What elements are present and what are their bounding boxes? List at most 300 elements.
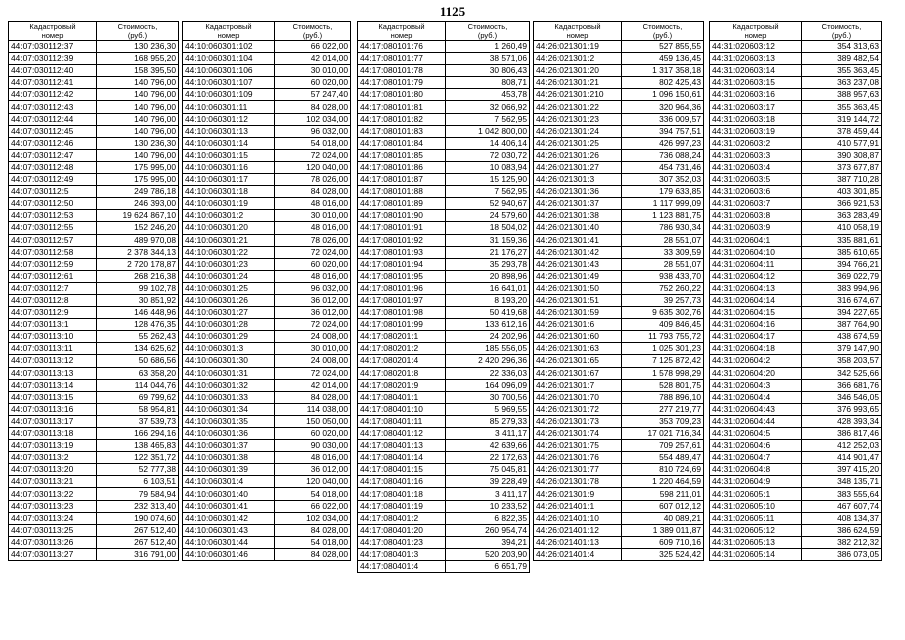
cost-cell: 134 625,62 [97, 343, 179, 355]
cadastral-number-cell: 44:10:060301:3 [183, 343, 275, 355]
cadastral-number-cell: 44:10:060301:30 [183, 355, 275, 367]
table-row [534, 512, 704, 524]
cost-cell: 36 012,00 [275, 464, 351, 476]
cost-cell: 382 212,32 [802, 536, 882, 548]
table-row [358, 512, 530, 524]
table-row [183, 307, 351, 319]
table-row [183, 367, 351, 379]
cadastral-number-cell: 44:10:060301:31 [183, 367, 275, 379]
cost-cell: 130 236,30 [97, 41, 179, 53]
cadastral-number-cell: 44:17:080401:20 [358, 524, 446, 536]
cost-cell: 84 028,00 [275, 548, 351, 560]
cadastral-number-cell: 44:17:080101:80 [358, 89, 446, 101]
cadastral-number-cell: 44:10:060301:18 [183, 186, 275, 198]
cost-cell: 316 791,00 [97, 548, 179, 560]
cost-cell: 410 577,91 [802, 137, 882, 149]
table-row [9, 210, 179, 222]
cadastral-number-cell: 44:26:021301:20 [534, 65, 622, 77]
cadastral-number-cell: 44:10:060301:25 [183, 282, 275, 294]
cadastral-number-cell: 44:31:020604:7 [710, 452, 802, 464]
table-row [183, 125, 351, 137]
cadastral-number-cell: 44:31:020603:12 [710, 41, 802, 53]
cost-cell: 342 525,66 [802, 367, 882, 379]
cadastral-number-cell: 44:17:080101:92 [358, 234, 446, 246]
cadastral-number-cell: 44:31:020604:6 [710, 440, 802, 452]
cadastral-number-cell: 44:17:080101:97 [358, 294, 446, 306]
cadastral-number-cell: 44:26:021301:78 [534, 476, 622, 488]
table-row [534, 428, 704, 440]
cost-cell: 35 293,78 [446, 258, 530, 270]
table-row [358, 331, 530, 343]
table-row [710, 391, 882, 403]
cost-cell: 325 524,42 [622, 548, 704, 560]
table-row [183, 113, 351, 125]
cadastral-number-cell: 44:31:020604:3 [710, 379, 802, 391]
cadastral-number-cell: 44:10:060301:15 [183, 149, 275, 161]
cost-cell: 75 045,81 [446, 464, 530, 476]
table-row [183, 234, 351, 246]
cadastral-number-cell: 44:10:060301:33 [183, 391, 275, 403]
table-row [183, 379, 351, 391]
cadastral-number-cell: 44:26:021301:42 [534, 246, 622, 258]
cadastral-number-cell: 44:07:030113:16 [9, 403, 97, 415]
table-row [183, 391, 351, 403]
cost-cell: 175 995,00 [97, 161, 179, 173]
cadastral-number-cell: 44:31:020605:11 [710, 512, 802, 524]
cost-cell: 1 025 301,23 [622, 343, 704, 355]
table-row [358, 41, 530, 53]
cadastral-number-cell: 44:26:021301:23 [534, 113, 622, 125]
table-row [9, 391, 179, 403]
cadastral-number-cell: 44:31:020605:14 [710, 548, 802, 560]
cost-cell: 249 786,18 [97, 186, 179, 198]
cost-cell: 386 073,05 [802, 548, 882, 560]
cadastral-number-cell: 44:31:020604:9 [710, 476, 802, 488]
table-row [534, 258, 704, 270]
cost-cell: 1 117 999,09 [622, 198, 704, 210]
cost-cell: 60 020,00 [275, 258, 351, 270]
cadastral-number-cell: 44:31:020604:11 [710, 258, 802, 270]
cadastral-number-cell: 44:10:060301:37 [183, 440, 275, 452]
table-row [534, 198, 704, 210]
cost-cell: 7 125 872,42 [622, 355, 704, 367]
cadastral-number-cell: 44:17:080101:81 [358, 101, 446, 113]
cadastral-number-cell: 44:07:030113:11 [9, 343, 97, 355]
table-row [9, 101, 179, 113]
table-row [9, 270, 179, 282]
cost-cell: 19 624 867,10 [97, 210, 179, 222]
cadastral-number-cell: 44:26:021301:26 [534, 149, 622, 161]
table-row [183, 488, 351, 500]
cadastral-number-cell: 44:07:030113:25 [9, 524, 97, 536]
table-row [710, 77, 882, 89]
cost-cell: 366 921,53 [802, 198, 882, 210]
table-row [710, 548, 882, 560]
table-row [534, 234, 704, 246]
table-row [9, 548, 179, 560]
cadastral-number-header: Кадастровый номер [9, 22, 97, 41]
cadastral-number-cell: 44:26:021401:4 [534, 548, 622, 560]
cost-cell: 260 954,74 [446, 524, 530, 536]
cadastral-number-cell: 44:31:020605:13 [710, 536, 802, 548]
cadastral-number-cell: 44:31:020603:18 [710, 113, 802, 125]
table-row [358, 536, 530, 548]
cost-cell: 454 731,46 [622, 161, 704, 173]
cost-cell: 373 677,87 [802, 161, 882, 173]
table-header-row [183, 22, 351, 41]
cost-cell: 453,78 [446, 89, 530, 101]
cadastral-number-cell: 44:17:080401:12 [358, 428, 446, 440]
table-row [358, 428, 530, 440]
table-row [358, 367, 530, 379]
cadastral-number-cell: 44:07:030113:21 [9, 476, 97, 488]
cost-cell: 607 012,12 [622, 500, 704, 512]
table-row [534, 222, 704, 234]
cost-cell: 66 022,00 [275, 41, 351, 53]
table-row [358, 440, 530, 452]
cadastral-number-header: Кадастровый номер [534, 22, 622, 41]
cadastral-number-cell: 44:07:030113:13 [9, 367, 97, 379]
table-row [534, 246, 704, 258]
cost-cell: 6 822,35 [446, 512, 530, 524]
cost-cell: 802 425,43 [622, 77, 704, 89]
cost-cell: 383 994,96 [802, 282, 882, 294]
cost-cell: 48 016,00 [275, 198, 351, 210]
cost-cell: 1 123 881,75 [622, 210, 704, 222]
table-row [183, 101, 351, 113]
cadastral-number-cell: 44:17:080101:79 [358, 77, 446, 89]
table-row [534, 270, 704, 282]
table-row [710, 186, 882, 198]
cadastral-number-cell: 44:17:080401:4 [358, 561, 446, 573]
table-row [9, 476, 179, 488]
cost-cell: 168 955,20 [97, 53, 179, 65]
table-row [534, 101, 704, 113]
cadastral-number-cell: 44:17:080201:1 [358, 331, 446, 343]
cadastral-number-cell: 44:17:080401:2 [358, 512, 446, 524]
cadastral-number-cell: 44:07:030112:48 [9, 161, 97, 173]
cadastral-number-cell: 44:07:030112:7 [9, 282, 97, 294]
table-row [534, 41, 704, 53]
table-row [358, 113, 530, 125]
cadastral-number-cell: 44:07:030113:12 [9, 355, 97, 367]
cost-table-4 [533, 21, 704, 561]
cost-cell: 1 389 011,87 [622, 524, 704, 536]
table-row [710, 319, 882, 331]
cadastral-number-cell: 44:17:080401:1 [358, 391, 446, 403]
cost-cell: 394 766,21 [802, 258, 882, 270]
cadastral-number-cell: 44:31:020603:7 [710, 198, 802, 210]
cadastral-number-header: Кадастровый номер [710, 22, 802, 41]
cost-cell: 394,21 [446, 536, 530, 548]
cadastral-number-cell: 44:26:021301:76 [534, 452, 622, 464]
table-row [183, 536, 351, 548]
cadastral-number-cell: 44:10:060301:43 [183, 524, 275, 536]
cadastral-number-cell: 44:26:021301:74 [534, 428, 622, 440]
table-row [183, 319, 351, 331]
cadastral-number-cell: 44:31:020604:4 [710, 391, 802, 403]
table-row [710, 89, 882, 101]
cadastral-number-cell: 44:31:020603:9 [710, 222, 802, 234]
cadastral-number-cell: 44:31:020603:17 [710, 101, 802, 113]
table-row [710, 367, 882, 379]
cost-cell: 394 227,65 [802, 307, 882, 319]
cost-cell: 459 136,45 [622, 53, 704, 65]
table-row [358, 65, 530, 77]
cadastral-number-cell: 44:07:030113:20 [9, 464, 97, 476]
table-row [183, 476, 351, 488]
table-row [710, 488, 882, 500]
cadastral-number-cell: 44:17:080401:18 [358, 488, 446, 500]
table-row [710, 536, 882, 548]
cadastral-number-cell: 44:26:021301:38 [534, 210, 622, 222]
cadastral-number-cell: 44:07:030112:40 [9, 65, 97, 77]
table-row [9, 536, 179, 548]
cadastral-number-cell: 44:10:060301:26 [183, 294, 275, 306]
table-row [534, 282, 704, 294]
table-row [710, 246, 882, 258]
cadastral-number-cell: 44:17:080401:23 [358, 536, 446, 548]
table-row [9, 294, 179, 306]
cadastral-number-cell: 44:10:060301:32 [183, 379, 275, 391]
cost-cell: 16 641,01 [446, 282, 530, 294]
cost-cell: 39 257,73 [622, 294, 704, 306]
table-row [9, 524, 179, 536]
cadastral-number-cell: 44:07:030112:53 [9, 210, 97, 222]
cost-cell: 10 233,52 [446, 500, 530, 512]
table-row [9, 222, 179, 234]
cost-cell: 527 855,55 [622, 41, 704, 53]
table-row [183, 258, 351, 270]
table-row [183, 440, 351, 452]
cadastral-number-cell: 44:07:030112:37 [9, 41, 97, 53]
table-row [358, 307, 530, 319]
cost-cell: 133 612,16 [446, 319, 530, 331]
cadastral-number-cell: 44:17:080101:93 [358, 246, 446, 258]
cadastral-number-cell: 44:07:030113:18 [9, 428, 97, 440]
table-row [358, 415, 530, 427]
table-row [710, 331, 882, 343]
cadastral-number-cell: 44:26:021301:27 [534, 161, 622, 173]
cost-cell: 2 720 178,87 [97, 258, 179, 270]
cost-header: Стоимость, (руб.) [622, 22, 704, 41]
cost-cell: 99 102,78 [97, 282, 179, 294]
table-row [710, 258, 882, 270]
table-row [183, 246, 351, 258]
cost-cell: 348 135,71 [802, 476, 882, 488]
cost-cell: 63 358,20 [97, 367, 179, 379]
cadastral-number-cell: 44:10:060301:21 [183, 234, 275, 246]
cost-cell: 102 034,00 [275, 512, 351, 524]
table-row [183, 186, 351, 198]
cost-cell: 2 420 296,36 [446, 355, 530, 367]
table-row [358, 476, 530, 488]
cadastral-number-cell: 44:10:060301:44 [183, 536, 275, 548]
cadastral-number-cell: 44:26:021301:36 [534, 186, 622, 198]
cadastral-number-cell: 44:26:021301:49 [534, 270, 622, 282]
cost-cell: 140 796,00 [97, 125, 179, 137]
table-row [9, 53, 179, 65]
cost-table-3 [357, 21, 530, 573]
cost-cell: 363 283,49 [802, 210, 882, 222]
table-row [183, 294, 351, 306]
cost-cell: 353 709,23 [622, 415, 704, 427]
table-row [9, 198, 179, 210]
cost-cell: 409 846,45 [622, 319, 704, 331]
cadastral-number-cell: 44:10:060301:14 [183, 137, 275, 149]
cadastral-number-cell: 44:17:080101:77 [358, 53, 446, 65]
cadastral-number-cell: 44:07:030112:39 [9, 53, 97, 65]
table-row [710, 149, 882, 161]
table-row [183, 53, 351, 65]
cadastral-number-cell: 44:31:020603:2 [710, 137, 802, 149]
cost-cell: 277 219,77 [622, 403, 704, 415]
cost-cell: 394 757,51 [622, 125, 704, 137]
cost-cell: 387 710,28 [802, 174, 882, 186]
cadastral-number-cell: 44:07:030113:1 [9, 319, 97, 331]
table-row [183, 222, 351, 234]
cadastral-number-cell: 44:10:060301:12 [183, 113, 275, 125]
cost-cell: 528 801,75 [622, 379, 704, 391]
table-row [358, 258, 530, 270]
cadastral-number-cell: 44:10:060301:46 [183, 548, 275, 560]
table-row [9, 307, 179, 319]
cadastral-number-cell: 44:26:021301:40 [534, 222, 622, 234]
cost-cell: 6 651,79 [446, 561, 530, 573]
cadastral-number-cell: 44:26:021301:25 [534, 137, 622, 149]
cadastral-number-cell: 44:31:020604:2 [710, 355, 802, 367]
cadastral-number-cell: 44:07:030112:43 [9, 101, 97, 113]
cost-cell: 96 032,00 [275, 125, 351, 137]
table-row [534, 524, 704, 536]
cost-cell: 78 026,00 [275, 174, 351, 186]
table-row [358, 77, 530, 89]
cost-cell: 22 172,63 [446, 452, 530, 464]
cadastral-number-cell: 44:10:060301:38 [183, 452, 275, 464]
cadastral-number-cell: 44:10:060301:4 [183, 476, 275, 488]
table-row [710, 512, 882, 524]
cost-cell: 378 459,44 [802, 125, 882, 137]
cost-cell: 5 969,55 [446, 403, 530, 415]
cadastral-number-cell: 44:31:020603:13 [710, 53, 802, 65]
cost-cell: 7 562,95 [446, 186, 530, 198]
table-row [358, 161, 530, 173]
cost-cell: 54 018,00 [275, 536, 351, 548]
cadastral-number-cell: 44:17:080101:99 [358, 319, 446, 331]
cadastral-number-cell: 44:17:080101:83 [358, 125, 446, 137]
cost-cell: 520 203,90 [446, 548, 530, 560]
cadastral-number-cell: 44:26:021401:1 [534, 500, 622, 512]
cadastral-number-cell: 44:17:080401:11 [358, 415, 446, 427]
table-row [183, 415, 351, 427]
table-row [183, 331, 351, 343]
cadastral-number-cell: 44:17:080101:89 [358, 198, 446, 210]
cost-cell: 388 957,63 [802, 89, 882, 101]
cost-cell: 158 395,50 [97, 65, 179, 77]
cost-cell: 185 556,05 [446, 343, 530, 355]
table-row [534, 149, 704, 161]
table-row [358, 282, 530, 294]
cadastral-number-cell: 44:26:021301:70 [534, 391, 622, 403]
cost-cell: 164 096,09 [446, 379, 530, 391]
cost-cell: 146 448,96 [97, 307, 179, 319]
cadastral-number-cell: 44:07:030112:41 [9, 77, 97, 89]
table-row [9, 355, 179, 367]
cost-cell: 140 796,00 [97, 77, 179, 89]
cost-cell: 11 793 755,72 [622, 331, 704, 343]
table-row [710, 343, 882, 355]
table-row [534, 379, 704, 391]
table-row [358, 464, 530, 476]
cadastral-number-cell: 44:31:020604:5 [710, 428, 802, 440]
table-header-row [358, 22, 530, 41]
table-row [710, 41, 882, 53]
table-row [358, 89, 530, 101]
table-row [534, 367, 704, 379]
table-row [534, 125, 704, 137]
table-row [710, 65, 882, 77]
cadastral-number-cell: 44:26:021301:50 [534, 282, 622, 294]
cost-cell: 397 415,20 [802, 464, 882, 476]
cost-cell: 316 674,67 [802, 294, 882, 306]
table-row [710, 500, 882, 512]
cost-cell: 140 796,00 [97, 113, 179, 125]
cadastral-number-cell: 44:17:080401:16 [358, 476, 446, 488]
cost-cell: 42 014,00 [275, 379, 351, 391]
cost-cell: 40 089,21 [622, 512, 704, 524]
table-row [9, 125, 179, 137]
cadastral-number-cell: 44:31:020604:18 [710, 343, 802, 355]
table-row [358, 379, 530, 391]
cost-cell: 130 236,30 [97, 137, 179, 149]
cadastral-number-cell: 44:26:021301:77 [534, 464, 622, 476]
table-row [358, 319, 530, 331]
cadastral-number-cell: 44:17:080401:13 [358, 440, 446, 452]
cost-cell: 84 028,00 [275, 524, 351, 536]
cost-cell: 358 203,57 [802, 355, 882, 367]
table-row [358, 343, 530, 355]
cost-cell: 938 433,70 [622, 270, 704, 282]
table-row [358, 246, 530, 258]
cadastral-number-cell: 44:17:080101:96 [358, 282, 446, 294]
cost-cell: 24 202,96 [446, 331, 530, 343]
cost-cell: 246 393,00 [97, 198, 179, 210]
table-row [183, 161, 351, 173]
table-row [183, 149, 351, 161]
cost-cell: 1 096 150,61 [622, 89, 704, 101]
cost-cell: 426 997,23 [622, 137, 704, 149]
cost-header: Стоимость, (руб.) [802, 22, 882, 41]
cost-cell: 2 378 344,13 [97, 246, 179, 258]
cadastral-number-cell: 44:31:020603:19 [710, 125, 802, 137]
cost-cell: 3 411,17 [446, 488, 530, 500]
table-row [534, 536, 704, 548]
cost-cell: 18 504,02 [446, 222, 530, 234]
table-row [534, 77, 704, 89]
table-row [9, 343, 179, 355]
cost-cell: 78 026,00 [275, 234, 351, 246]
cadastral-number-cell: 44:26:021301:210 [534, 89, 622, 101]
cadastral-number-cell: 44:07:030112:42 [9, 89, 97, 101]
cadastral-number-cell: 44:17:080101:87 [358, 174, 446, 186]
table-row [183, 282, 351, 294]
cadastral-number-cell: 44:26:021301:43 [534, 258, 622, 270]
table-row [9, 258, 179, 270]
cadastral-number-cell: 44:10:060301:24 [183, 270, 275, 282]
cadastral-number-header: Кадастровый номер [358, 22, 446, 41]
table-row [358, 137, 530, 149]
table-row [9, 89, 179, 101]
